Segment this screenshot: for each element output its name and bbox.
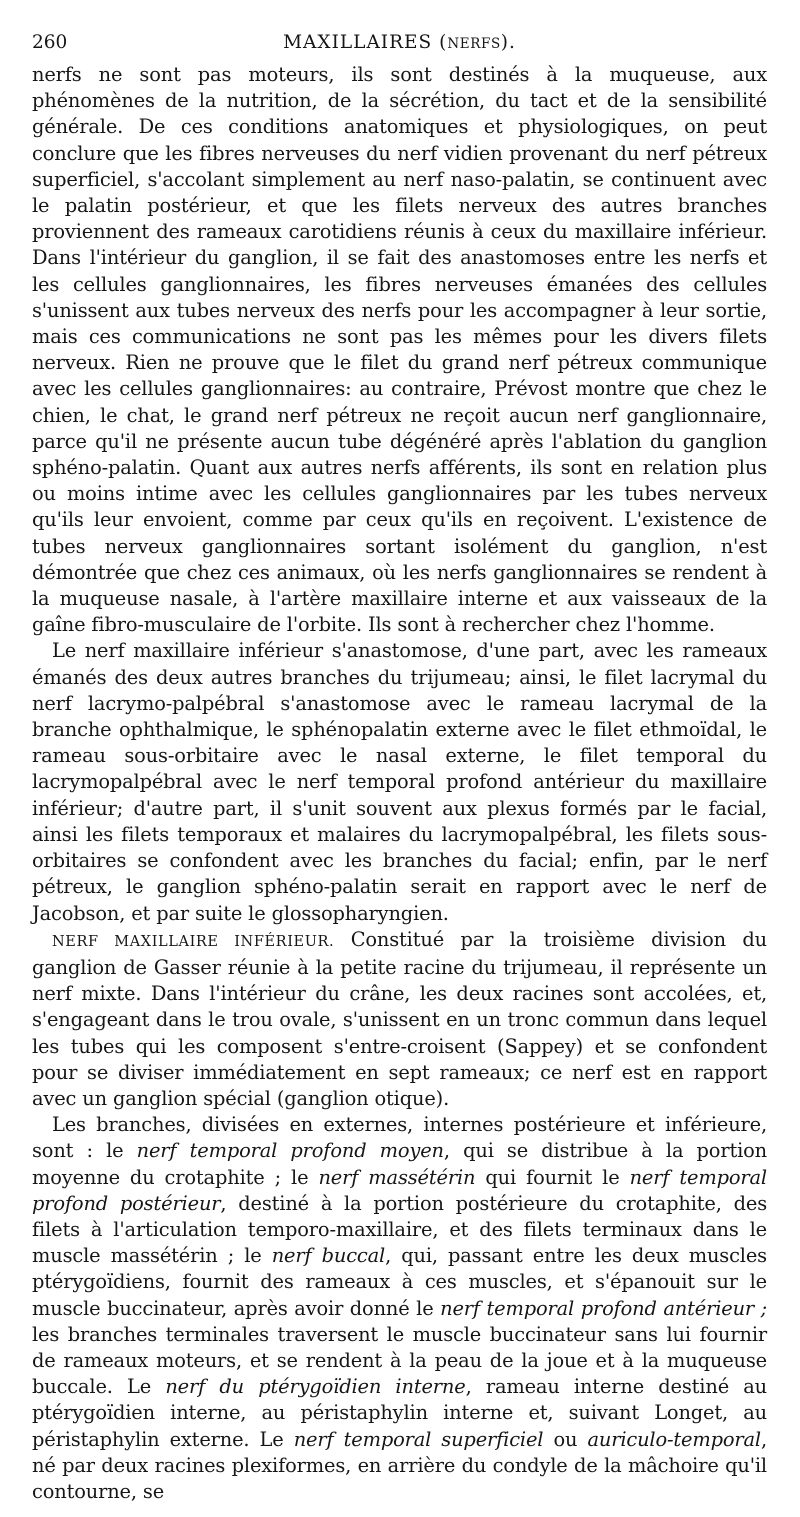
text-run: , rameau interne destiné au ptérygoïdien interne, au péristaphylin interne et, suivant Longet, au péristaphylin externe. Le: [32, 1375, 767, 1451]
italic-nerve-name: nerf buccal: [271, 1244, 386, 1268]
paragraph-continuation: nerfs ne sont pas moteurs, ils sont destinés à la muqueuse, aux phénomènes de la nutrition, de la sécrétion, du tact et de la sensibilité générale. De ces conditions anatomiques et physiologiques, on peut conclure que les fibres nerveuses du nerf vidien provenant du nerf pétreux superficiel, s'accolant simplement au nerf naso-palatin, se continuent avec le palatin postérieur, et que les filets nerveux des autres branches proviennent des rameaux carotidiens réunis à ceux du maxillaire inférieur. Dans l'intérieur du ganglion, il se fait des anastomoses entre les nerfs et les cellules ganglionnaires, les fibres nerveuses émanées des cellules s'unissent aux tubes nerveux des nerfs pour les accompagner à leur sortie, mais ces communications ne sont pas les mêmes pour les divers filets nerveux. Rien ne prouve que le filet du grand nerf pétreux communique avec les cellules ganglionnaires: au contraire, Prévost montre que chez le chien, le chat, le grand nerf pétreux ne reçoit aucun nerf ganglionnaire, parce qu'il ne présente aucun tube dégénéré après l'ablation du ganglion sphéno-palatin. Quant aux autres nerfs afférents, ils sont en relation plus ou moins intime avec les cellules ganglionnaires par les tubes nerveux qu'ils leur envoient, comme par ceux qu'ils en reçoivent. L'existence de tubes nerveux ganglionnaires sortant isolément du ganglion, n'est démontrée que chez ces animaux, où les nerfs ganglionnaires se rendent à la muqueuse nasale, à l'artère maxillaire interne et aux vaisseaux de la gaîne fibro-musculaire de l'orbite. Ils sont à rechercher chez l'homme.: [32, 63, 767, 637]
text-run: , destiné à la portion postérieure du crotaphite, des filets à l'articulation temporo-maxillaire, et des filets terminaux dans le muscle massétérin ; le: [32, 1191, 767, 1268]
text-run: , qui, passant entre les deux muscles ptérygoïdiens, fournit des rameaux à ces muscles, et s'épanouit sur le muscle buccinateur, après avoir donné le: [32, 1244, 767, 1320]
text-run: , qui se distribue à la portion moyenne du crotaphite ; le: [32, 1139, 768, 1189]
running-title: [32, 28, 767, 59]
italic-nerve-name: nerf temporal profond moyen: [136, 1139, 444, 1163]
paragraph-anastomoses: Le nerf maxillaire inférieur s'anastomose, d'une part, avec les rameaux émanés des deux autres branches du trijumeau; ainsi, le filet lacrymal du nerf lacrymo-palpébral s'anastomose avec le rameau lacrymal de la branche ophthalmique, le sphénopalatin externe avec le filet ethmoïdal, le rameau sous-orbitaire avec le nasal externe, le filet temporal du lacrymopalpébral avec le nerf temporal profond antérieur du maxillaire inférieur; d'autre part, il s'unit souvent aux plexus formés par le facial, ainsi les filets temporaux et malaires du lacrymopalpébral, les filets sous-orbitaires se confondent avec les branches du facial; enfin, par le nerf pétreux, le ganglion sphéno-palatin serait en rapport avec le nerf de Jacobson, et par suite le glossopharyngien.: [32, 639, 767, 925]
text-run: ou: [543, 1427, 588, 1451]
running-title-paren-open: (: [432, 32, 448, 53]
italic-nerve-name: nerf temporal profond postérieur: [32, 1165, 767, 1215]
italic-nerve-name: nerf temporal profond antérieur ;: [440, 1296, 767, 1320]
book-page: [32, 28, 767, 1505]
running-title-main: MAXILLAIRES: [283, 32, 433, 53]
section-heading: NERF MAXILLAIRE INFÉRIEUR.: [52, 933, 335, 950]
text-run: , né par deux racines plexiformes, en arrière du condyle de la mâchoire qu'il contourne, se: [32, 1427, 767, 1503]
paragraph-nerf-maxillaire-inferieur: [32, 927, 767, 1112]
italic-nerve-name: nerf du ptérygoïdien interne: [165, 1375, 466, 1399]
running-title-sub: NERFS: [447, 36, 501, 52]
body-text: [32, 62, 767, 1505]
running-title-paren-close: ).: [500, 32, 516, 53]
section-body: Constitué par la troisième division du ganglion de Gasser réunie à la petite racine du trijumeau, il représente un nerf mixte. Dans l'intérieur du crâne, les deux racines sont accolées, et, s'engageant dans le trou ovale, s'unissent en un tronc commun dans lequel les tubes qui les composent s'entre-croisent (Sappey) et se confondent pour se diviser immédiatement en sept rameaux; ce nerf est en rapport avec un ganglion spécial (ganglion otique).: [32, 927, 767, 1110]
italic-nerve-name: nerf temporal superficiel: [293, 1427, 544, 1451]
text-run: les branches terminales traversent le muscle buccinateur sans lui fournir de rameaux moteurs, et se rendent à la peau de la joue et à la muqueuse buccale. Le: [32, 1322, 767, 1399]
text-run: Les branches, divisées en externes, internes postérieure et inférieure, sont : le: [32, 1113, 767, 1163]
paragraph-branches: [32, 1112, 767, 1505]
running-header: [32, 28, 767, 58]
text-run: qui fournit le: [475, 1165, 630, 1189]
italic-nerve-name: auriculo-temporal: [587, 1427, 761, 1451]
italic-nerve-name: nerf massétérin: [318, 1165, 476, 1189]
page-number: 260: [32, 32, 68, 53]
